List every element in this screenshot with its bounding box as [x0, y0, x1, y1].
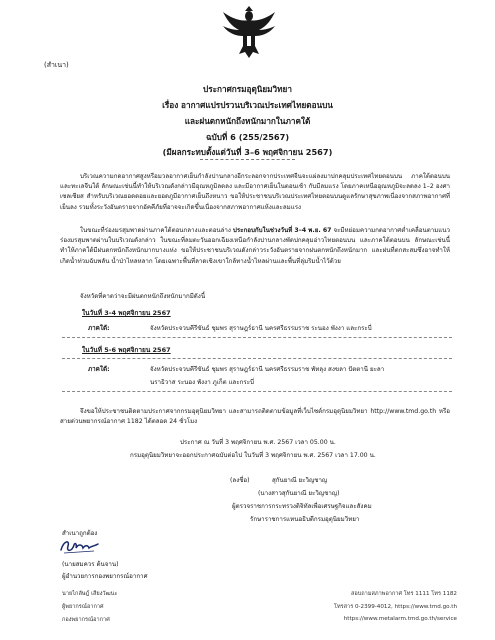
subject-line: เรื่อง อากาศแปรปรวนบริเวณประเทศไทยตอนบน [162, 100, 333, 110]
paragraph-1 [60, 172, 450, 213]
closing-paragraph [60, 407, 450, 427]
contact-phone: สอบถามสภาพอากาศ โทร 1111 โทร 1182 [350, 591, 457, 597]
handwritten-signature-icon [58, 536, 100, 556]
closing-text: จึงขอให้ประชาชนติดตามประกาศจากกรมอุตุนิยมวิทยา และสามารถติดตามข้อมูลที่เว็บไซต์กรมอุตุนิยมวิทยา http://www.tmd.go.th หรือสายด่วนพยากรณ์อากาศ 1182 ได้ตลอด 24 ชั่วโมง [60, 408, 450, 426]
day-2-region: ภาคใต้: [88, 366, 110, 373]
next-issue: กรมอุตุนิยมวิทยาจะออกประกาศฉบับต่อไป ในวันที่ 3 พฤศจิกายน พ.ศ. 2567 เวลา 17.00 น. [130, 452, 376, 459]
contact-fax-web[interactable]: โทรสาร 0-2399-4012, https://www.tmd.go.th [333, 604, 457, 610]
paragraph-2-c: จะมีหย่อมความกดอากาศต่ำเคลื่อนตามแนวร่องมรสุมพาดผ่านในบริเวณดังกล่าว ในขณะที่ลมตะวันออกเฉียงเหนือกำลังปานกลางพัดปกคลุมอ่าวไทยตอนบน และภาคใต้ตอนบน ลักษณะเช่นนี้ทำให้ภาคใต้มีฝนตกหนักถึงหนักมากบางแห่ง ขอให้ประชาชนบริเวณดังกล่าวระวังอันตรายจากฝนตกหนักถึงหนักมาก และฝนที่ตกสะสมซึ่งอาจทำให้เกิดน้ำท่วมฉับพลัน น้ำป่าไหลหลาก โดยเฉพาะพื้นที่ลาดเชิงเขาใกล้ทางน้ำไหลผ่านและพื้นที่ลุ่มริมน้ำไว้ด้วย [60, 227, 450, 265]
contact-service-link[interactable]: https://www.metalarm.tmd.go.th/service [343, 616, 457, 622]
paragraph-2-a: ในขณะที่ร่องมรสุมพาดผ่านภาคใต้ตอนกลางและตอนล่าง [80, 227, 233, 234]
issue-number: ฉบับที่ 6 (255/2567) [205, 132, 290, 142]
sign-role: รักษาราชการแทนอธิบดีกรมอุตุนิยมวิทยา [250, 516, 360, 523]
forecaster-role: ผู้พยากรณ์อากาศ [62, 604, 104, 610]
sign-name: สุกันยาณี ยะวิญชาญ [272, 477, 328, 484]
forecaster-name: นายไกลัษฎ์ เสียงวัฒนะ [62, 591, 118, 597]
sign-title: ผู้ตรวจราชการกระทรวงดิจิทัลเพื่อเศรษฐกิจและสังคม [232, 503, 372, 510]
title-divider [200, 159, 295, 160]
day-1-provinces: จังหวัดประจวบคีรีขันธ์ ชุมพร สุราษฎร์ธานี นครศรีธรรมราช ระนอง พังงา และกระบี่ [150, 325, 372, 332]
day-2-provinces-1: จังหวัดประจวบคีรีขันธ์ ชุมพร สุราษฎร์ธานี นครศรีธรรมราช พัทลุง สงขลา ปัตตานี ยะลา [150, 366, 385, 373]
day-1-region: ภาคใต้: [88, 325, 110, 332]
subject-line-2: และฝนตกหนักถึงหนักมากในภาคใต้ [184, 116, 311, 126]
row-divider-2 [62, 358, 452, 359]
row-divider-3 [62, 391, 452, 392]
day-2-provinces-2: นราธิวาส ระนอง พังงา ภูเก็ต และกระบี่ [150, 379, 254, 386]
provinces-intro: จังหวัดที่คาดว่าจะมีฝนตกหนักถึงหนักมากมีดังนี้ [80, 293, 206, 300]
certifier-name: (นายสมควร ต้นจาน) [62, 561, 119, 568]
day-1-heading: ในวันที่ 3-4 พฤศจิกายน 2567 [82, 309, 171, 317]
certify-label: สำเนาถูกต้อง [62, 530, 98, 537]
paragraph-1-text: บริเวณความกดอากาศสูงหรือมวลอากาศเย็นกำลังปานกลางอีกระลอกจากประเทศจีนจะแผ่ลงมาปกคลุมประเทศไทยตอนบน ภาคใต้ตอนบน และทะเลจีนใต้ ลักษณะเช่นนี้ทำให้บริเวณดังกล่าวมีอุณหภูมิลดลง และมีอากาศเย็นในตอนเช้า กับมีลมแรง โดยภาคเหนืออุณหภูมิจะลดลง 1–2 องศาเซลเซียส สำหรับบริเวณยอดดอยและยอดภูมีอากาศเย็นถึงหนาว ขอให้ประชาชนบริเวณประเทศไทยตอนบนดูแลรักษาสุขภาพเนื่องจากสภาพอากาศที่เย็นลง รวมทั้งระวังอันตรายจากอัคคีภัยที่อาจจะเกิดขึ้นเนื่องจากสภาพอากาศแห้งและลมแรง [60, 173, 450, 211]
copy-label: (สำเนา) [44, 61, 69, 69]
row-divider-1 [62, 337, 452, 338]
day-2-heading: ในวันที่ 5-6 พฤศจิกายน 2567 [82, 346, 171, 354]
certifier-role: ผู้อำนวยการกองพยากรณ์อากาศ [62, 573, 148, 580]
sign-full-name: (นางสาวสุกันยาณี ยะวิญชาญ) [258, 490, 340, 497]
announced-date: ประกาศ ณ วันที่ 3 พฤศจิกายน พ.ศ. 2567 เวลา 05.00 น. [180, 439, 336, 446]
forecaster-division: กองพยากรณ์อากาศ [62, 617, 110, 623]
paragraph-2 [60, 226, 450, 267]
effect-dates: (มีผลกระทบตั้งแต่วันที่ 3–6 พฤศจิกายน 2567) [162, 147, 333, 157]
sign-prefix: (ลงชื่อ) [230, 477, 250, 484]
paragraph-2-highlight: ประกอบกับในช่วงวันที่ 3–4 พ.ย. 67 [232, 227, 332, 234]
garuda-emblem-icon [221, 6, 277, 60]
org-title: ประกาศกรมอุตุนิยมวิทยา [203, 84, 292, 94]
